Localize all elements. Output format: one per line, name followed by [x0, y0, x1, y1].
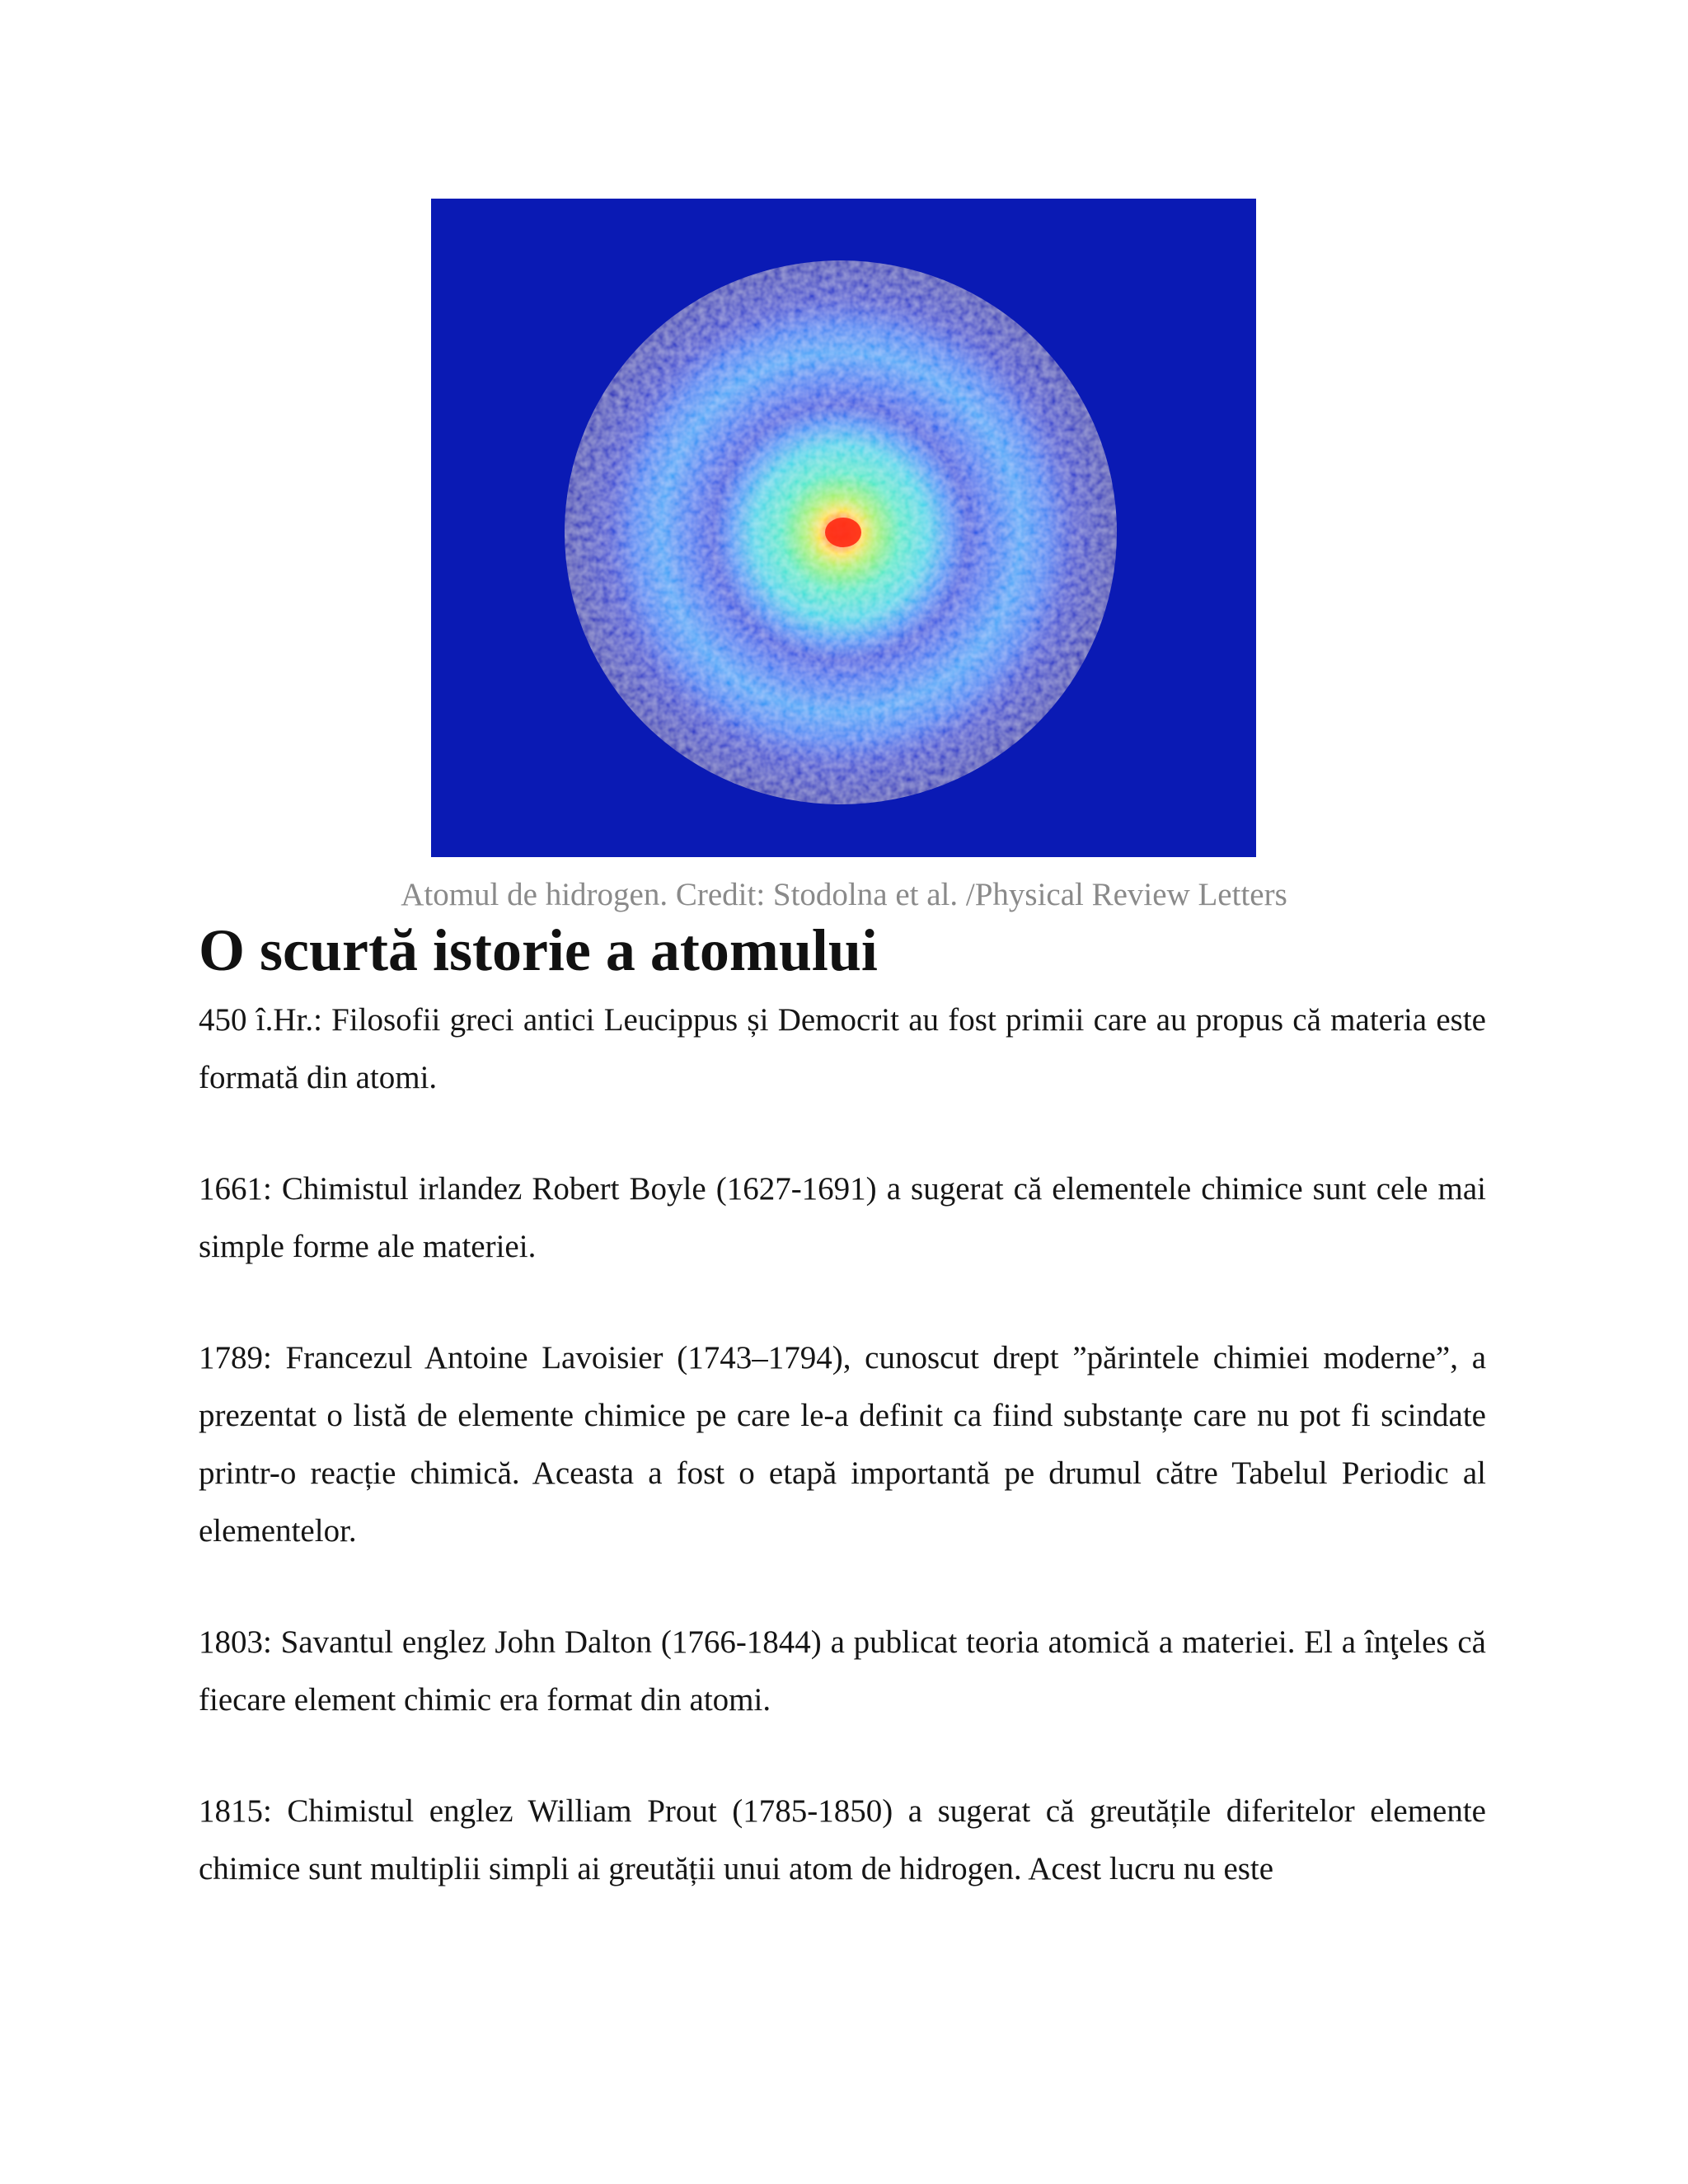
history-entries	[199, 991, 1486, 1898]
entry-1815: 1815: Chimistul englez William Prout (1785-1850) a sugerat că greutățile diferitelor elemente chimice sunt multiplii simpli ai greutății unui atom de hidrogen. Acest lucru nu este	[199, 1793, 1486, 1886]
entry-450bc: 450 î.Hr.: Filosofii greci antici Leucippus și Democrit au fost primii care au propus că materia este formată din atomi.	[199, 1002, 1486, 1095]
page-title: O scurtă istorie a atomului	[199, 917, 878, 983]
entry-1803: 1803: Savantul englez John Dalton (1766-1844) a publicat teoria atomică a materiei. El a înţeles că fiecare element chimic era format din atomi.	[199, 1624, 1486, 1718]
hydrogen-atom-image	[431, 199, 1256, 857]
entry-1789: 1789: Francezul Antoine Lavoisier (1743–1794), cunoscut drept ”părintele chimiei moderne”, a prezentat o listă de elemente chimice pe care le-a definit ca fiind substanțe care nu pot fi scindate printr-o reacție chimică. Aceasta a fost o etapă importantă pe drumul către Tabelul Periodic al elementelor.	[199, 1340, 1486, 1549]
entry-1661: 1661: Chimistul irlandez Robert Boyle (1627-1691) a sugerat că elementele chimice sunt cele mai simple forme ale materiei.	[199, 1171, 1486, 1264]
figure-caption: Atomul de hidrogen. Credit: Stodolna et al. /Physical Review Letters	[401, 877, 1287, 912]
nucleus-core	[825, 518, 861, 547]
